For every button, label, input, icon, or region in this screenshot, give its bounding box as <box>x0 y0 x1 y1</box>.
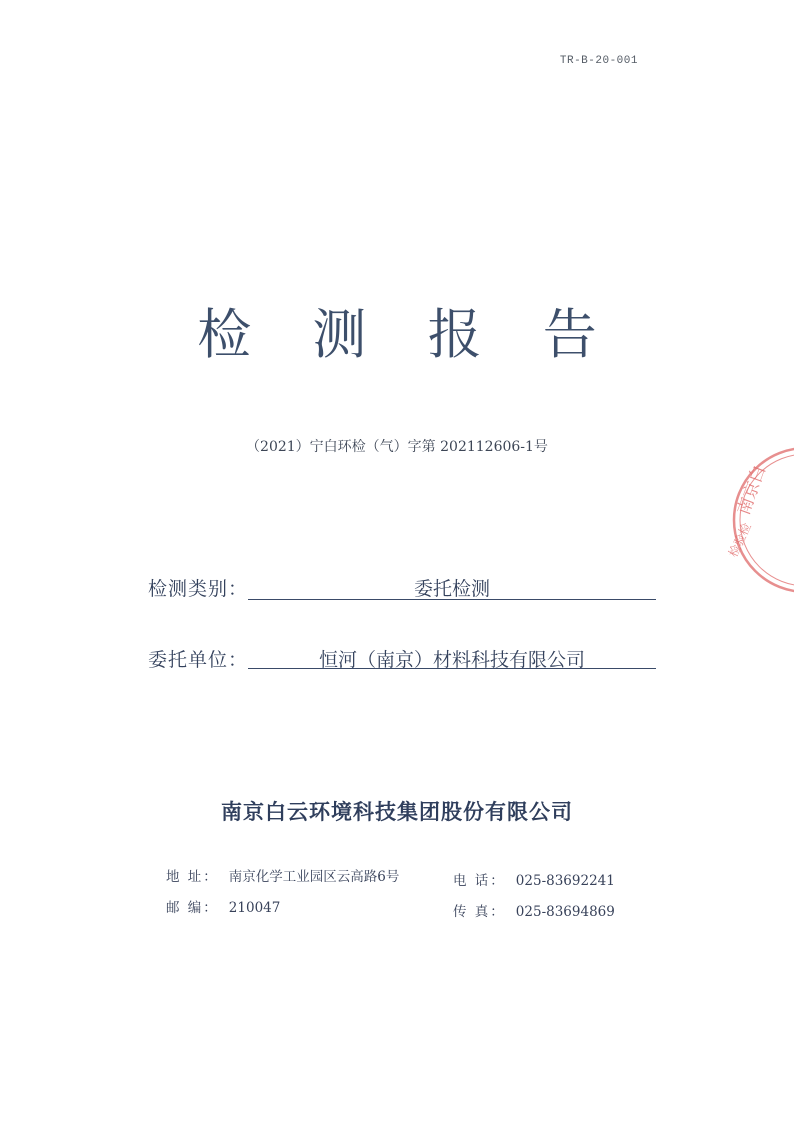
client-underline <box>248 668 656 669</box>
company-seal-icon <box>726 440 794 600</box>
contact-postcode <box>166 896 280 916</box>
address-label: 地 址： <box>166 869 219 885</box>
client-label: 委托单位： <box>148 649 249 671</box>
address-value: 南京化学工业园区云高路6号 <box>228 869 400 885</box>
postcode-label: 邮 编： <box>166 900 219 916</box>
contact-phone <box>453 869 615 889</box>
category-label: 检测类别： <box>148 578 249 600</box>
phone-label: 电 话： <box>453 873 506 889</box>
seal-text-top: 南京白 <box>733 462 771 518</box>
category-value: 委托检测 <box>413 578 490 600</box>
phone-value: 025-83692241 <box>515 873 615 889</box>
seal-text-bottom: 检验检 <box>726 520 754 560</box>
postcode-value: 210047 <box>228 900 281 916</box>
fax-label: 传 真： <box>453 904 506 920</box>
document-code: TR-B-20-001 <box>559 55 638 67</box>
fax-value: 025-83694869 <box>515 904 615 920</box>
category-underline <box>248 599 656 600</box>
contact-fax <box>453 900 615 920</box>
report-title: 检 测 报 告 <box>197 303 619 366</box>
company-name: 南京白云环境科技集团股份有限公司 <box>221 800 573 824</box>
client-value: 恒河（南京）材料科技有限公司 <box>318 649 585 671</box>
report-number: （2021）宁白环检（气）字第 202112606-1号 <box>246 439 548 455</box>
contact-address <box>166 865 399 885</box>
